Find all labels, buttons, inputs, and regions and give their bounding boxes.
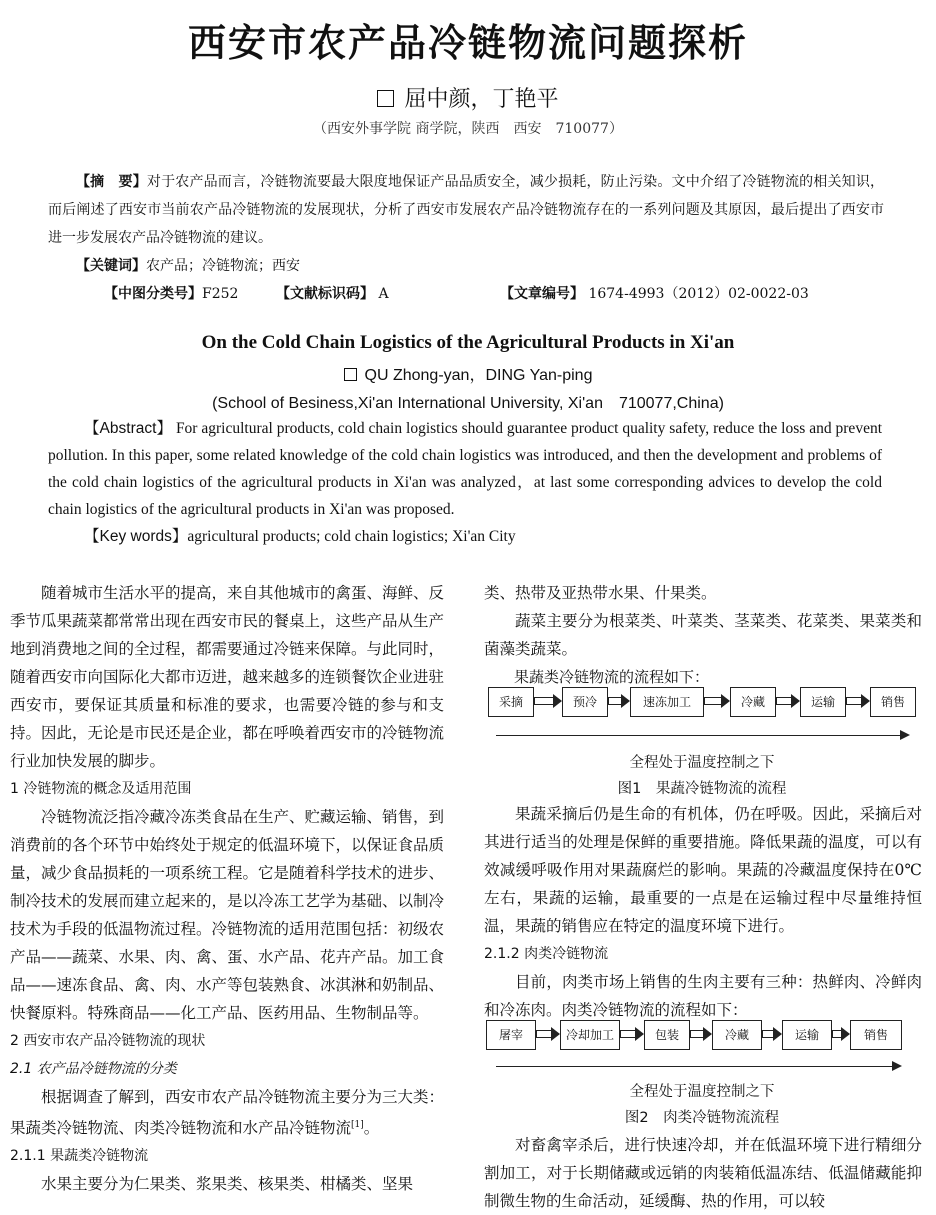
arrow-head-icon [551, 1027, 560, 1041]
classification-paragraph [10, 1083, 444, 1142]
flow-arrow-body [690, 1030, 703, 1038]
flow-step: 冷藏 [712, 1020, 762, 1050]
flow-step: 包装 [644, 1020, 690, 1050]
clc-label: 【中图分类号】 [104, 286, 202, 302]
clc-value: F252 [202, 286, 239, 302]
fig1-flow [486, 685, 918, 719]
affiliation: （西安外事学院 商学院，陕西 西安 710077） [313, 121, 623, 137]
subsection-heading-2-1: 2.1 农产品冷链物流的分类 [10, 1061, 177, 1077]
meat-process-paragraph: 对畜禽宰杀后，进行快速冷却，并在低温环境下进行精细分割加工，对于长期储藏或远销的肉装箱低温冻结、低温储藏能抑制微生物的生命活动，延缓酶、热的作用，可以较 [484, 1136, 922, 1210]
english-keywords-line [48, 523, 882, 550]
concept-paragraph: 冷链物流泛指冷藏冷冻类食品在生产、贮藏运输、销售，到消费前的各个环节中始终处于规定的低温环境下，以保证食品质量，减少食品损耗的一项系统工程。它是随着科学技术的进步、制冷技术的发展而建立起来的，是以冷冻工艺学为基础、以制冷技术为手段的低温物流过程。冷链物流的适用范围包括：初级农产品——蔬菜、水果、肉、禽、蛋、水产品、花卉产品。加工食品——速冻食品、禽、肉、水产等包装熟食、冰淇淋和奶制品、快餐原料。特殊商品——化工产品、医药用品、生物制品等。 [10, 808, 445, 1022]
arrow-head-icon [721, 694, 730, 708]
fig2-long-arrow [496, 1066, 894, 1067]
fruit-continued: 类、热带及亚热带水果、什果类。 [484, 584, 717, 602]
flow-arrow-body [608, 697, 621, 705]
arrow-head-icon [703, 1027, 712, 1041]
flow-arrow-body [704, 697, 721, 705]
flow-step: 屠宰 [486, 1020, 536, 1050]
flow-arrow-body [776, 697, 791, 705]
classification-end: 。 [363, 1119, 380, 1138]
english-keywords-text: agricultural products; cold chain logistics; Xi'an City [187, 528, 516, 545]
flow-step: 预冷 [562, 687, 608, 717]
arrow-head-icon [841, 1027, 850, 1041]
left-column [10, 579, 444, 1198]
arrow-head-icon [773, 1027, 782, 1041]
fig2-note: 全程处于温度控制之下 [629, 1084, 775, 1100]
flow-arrow-body [534, 697, 553, 705]
english-title: On the Cold Chain Logistics of the Agricultural Products in Xi'an [201, 332, 735, 353]
flow-step: 冷藏 [730, 687, 776, 717]
fruit-process-paragraph: 果蔬采摘后仍是生命的有机体，仍在呼吸。因此，采摘后对其进行适当的处理是保鲜的重要措施。降低果蔬的温度，可以有效减缓呼吸作用对果蔬腐烂的影响。果蔬的冷藏温度保持在0℃左右，果蔬的运输，最重要的一点是在运输过程中尽量维持恒温，果蔬的销售应在特定的温度环境下进行。 [484, 805, 922, 935]
square-marker-icon [377, 90, 394, 107]
arrow-head-icon [791, 694, 800, 708]
right-column-bottom [484, 1131, 922, 1215]
subsection-heading-2-1-1: 2.1.1 果蔬类冷链物流 [10, 1148, 149, 1165]
author-line [0, 82, 936, 113]
authors: 屈中颜，丁艳平 [404, 87, 559, 112]
article-number-value: 1674-4993（2012）02-0022-03 [588, 286, 809, 302]
fig1-intro: 果蔬类冷链物流的流程如下： [514, 668, 710, 686]
flow-step: 运输 [800, 687, 846, 717]
abstract-text: 对于农产品而言，冷链物流要最大限度地保证产品品质安全，减少损耗，防止污染。文中介绍了冷链物流的相关知识，而后阐述了西安市当前农产品冷链物流的发展现状，分析了西安市发展农产品冷链物流存在的一系列问题及其原因，最后提出了西安市进一步发展农产品冷链物流的建议。 [48, 174, 885, 246]
arrow-head-icon [900, 730, 910, 740]
doc-code-value: A [378, 286, 389, 302]
english-affiliation: (School of Besiness,Xi'an International University, Xi'an 710077,China) [212, 395, 724, 412]
arrow-head-icon [892, 1061, 902, 1071]
flow-step: 运输 [782, 1020, 832, 1050]
english-abstract-paragraph [48, 415, 882, 523]
fig1-note: 全程处于温度控制之下 [629, 755, 775, 771]
reference-marker: [1] [351, 1120, 364, 1130]
subsection-heading-2-1-2: 2.1.2 肉类冷链物流 [484, 946, 609, 962]
right-column-mid [484, 800, 922, 1024]
arrow-head-icon [553, 694, 562, 708]
keywords-label: 【关键词】 [76, 258, 146, 274]
fig1-long-arrow [496, 735, 902, 736]
english-authors-line [0, 362, 936, 385]
fruit-paragraph: 水果主要分为仁果类、浆果类、核果类、柑橘类、坚果 [41, 1175, 414, 1194]
flow-step: 冷却加工 [560, 1020, 620, 1050]
english-abstract-text: For agricultural products, cold chain logistics should guarantee product quality safety, reduce the loss and prevent pollution. In this paper, some related knowledge of the cold chain logistics was introduced, and then the development and problems of the cold chain logistics of the agricultural products in Xi'an was analyzed，at last some corresponding advices to develop the cold chain logistics of the agricultural products in Xi'an was proposed. [48, 420, 882, 518]
flow-step: 采摘 [488, 687, 534, 717]
fig2-flow [486, 1018, 918, 1052]
arrow-head-icon [861, 694, 870, 708]
keywords-line [48, 252, 884, 280]
flow-arrow-body [620, 1030, 635, 1038]
flow-arrow-body [536, 1030, 551, 1038]
figure-2 [486, 1018, 918, 1128]
flow-arrow-body [832, 1030, 841, 1038]
english-authors: QU Zhong-yan，DING Yan-ping [364, 367, 593, 384]
flow-step: 销售 [850, 1020, 902, 1050]
section-heading-2: 2 西安市农产品冷链物流的现状 [10, 1033, 206, 1049]
vegetable-paragraph: 蔬菜主要分为根菜类、叶菜类、茎菜类、花菜类、果菜类和菌藻类蔬菜。 [484, 612, 922, 658]
flow-step: 速冻加工 [630, 687, 704, 717]
arrow-head-icon [621, 694, 630, 708]
english-keywords-label: 【Key words】 [84, 528, 188, 545]
classification-text: 根据调查了解到，西安市农产品冷链物流主要分为三大类：果蔬类冷链物流、肉类冷链物流和水产品冷链物流 [10, 1088, 445, 1138]
doc-code-label: 【文献标识码】 [276, 286, 374, 302]
article-number-label: 【文章编号】 [500, 286, 584, 302]
square-marker-icon [344, 368, 357, 381]
figure-1 [486, 685, 918, 795]
meat-paragraph: 目前，肉类市场上销售的生肉主要有三种：热鲜肉、冷鲜肉和冷冻肉。肉类冷链物流的流程如下： [484, 973, 922, 1019]
abstract-paragraph [48, 168, 884, 252]
flow-arrow-body [846, 697, 861, 705]
fig2-caption: 图2 肉类冷链物流流程 [624, 1110, 780, 1126]
arrow-head-icon [635, 1027, 644, 1041]
intro-paragraph: 随着城市生活水平的提高，来自其他城市的禽蛋、海鲜、反季节瓜果蔬菜都常常出现在西安市民的餐桌上，这些产品从生产地到消费地之间的全过程，都需要通过冷链来保障。与此同时，随着西安市向国际化大都市迈进，越来越多的连锁餐饮企业进驻西安市，要保证其质量和标准的要求，也需要冷链的参与和支持。因此，无论是市民还是企业，都在呼唤着西安市的冷链物流行业加快发展的脚步。 [10, 584, 445, 770]
keywords-text: 农产品；冷链物流；西安 [146, 258, 300, 274]
flow-arrow-body [762, 1030, 773, 1038]
english-abstract-label: 【Abstract】 [84, 420, 172, 437]
section-heading-1: 1 冷链物流的概念及适用范围 [10, 781, 192, 797]
paper-title: 西安市农产品冷链物流问题探析 [187, 20, 748, 65]
right-column [484, 579, 922, 691]
english-abstract [48, 415, 882, 550]
abstract-label: 【摘 要】 [76, 174, 147, 190]
classification-line [48, 280, 884, 308]
flow-step: 销售 [870, 687, 916, 717]
fig1-caption: 图1 果蔬冷链物流的流程 [617, 781, 787, 797]
abstract-cn [48, 168, 884, 308]
